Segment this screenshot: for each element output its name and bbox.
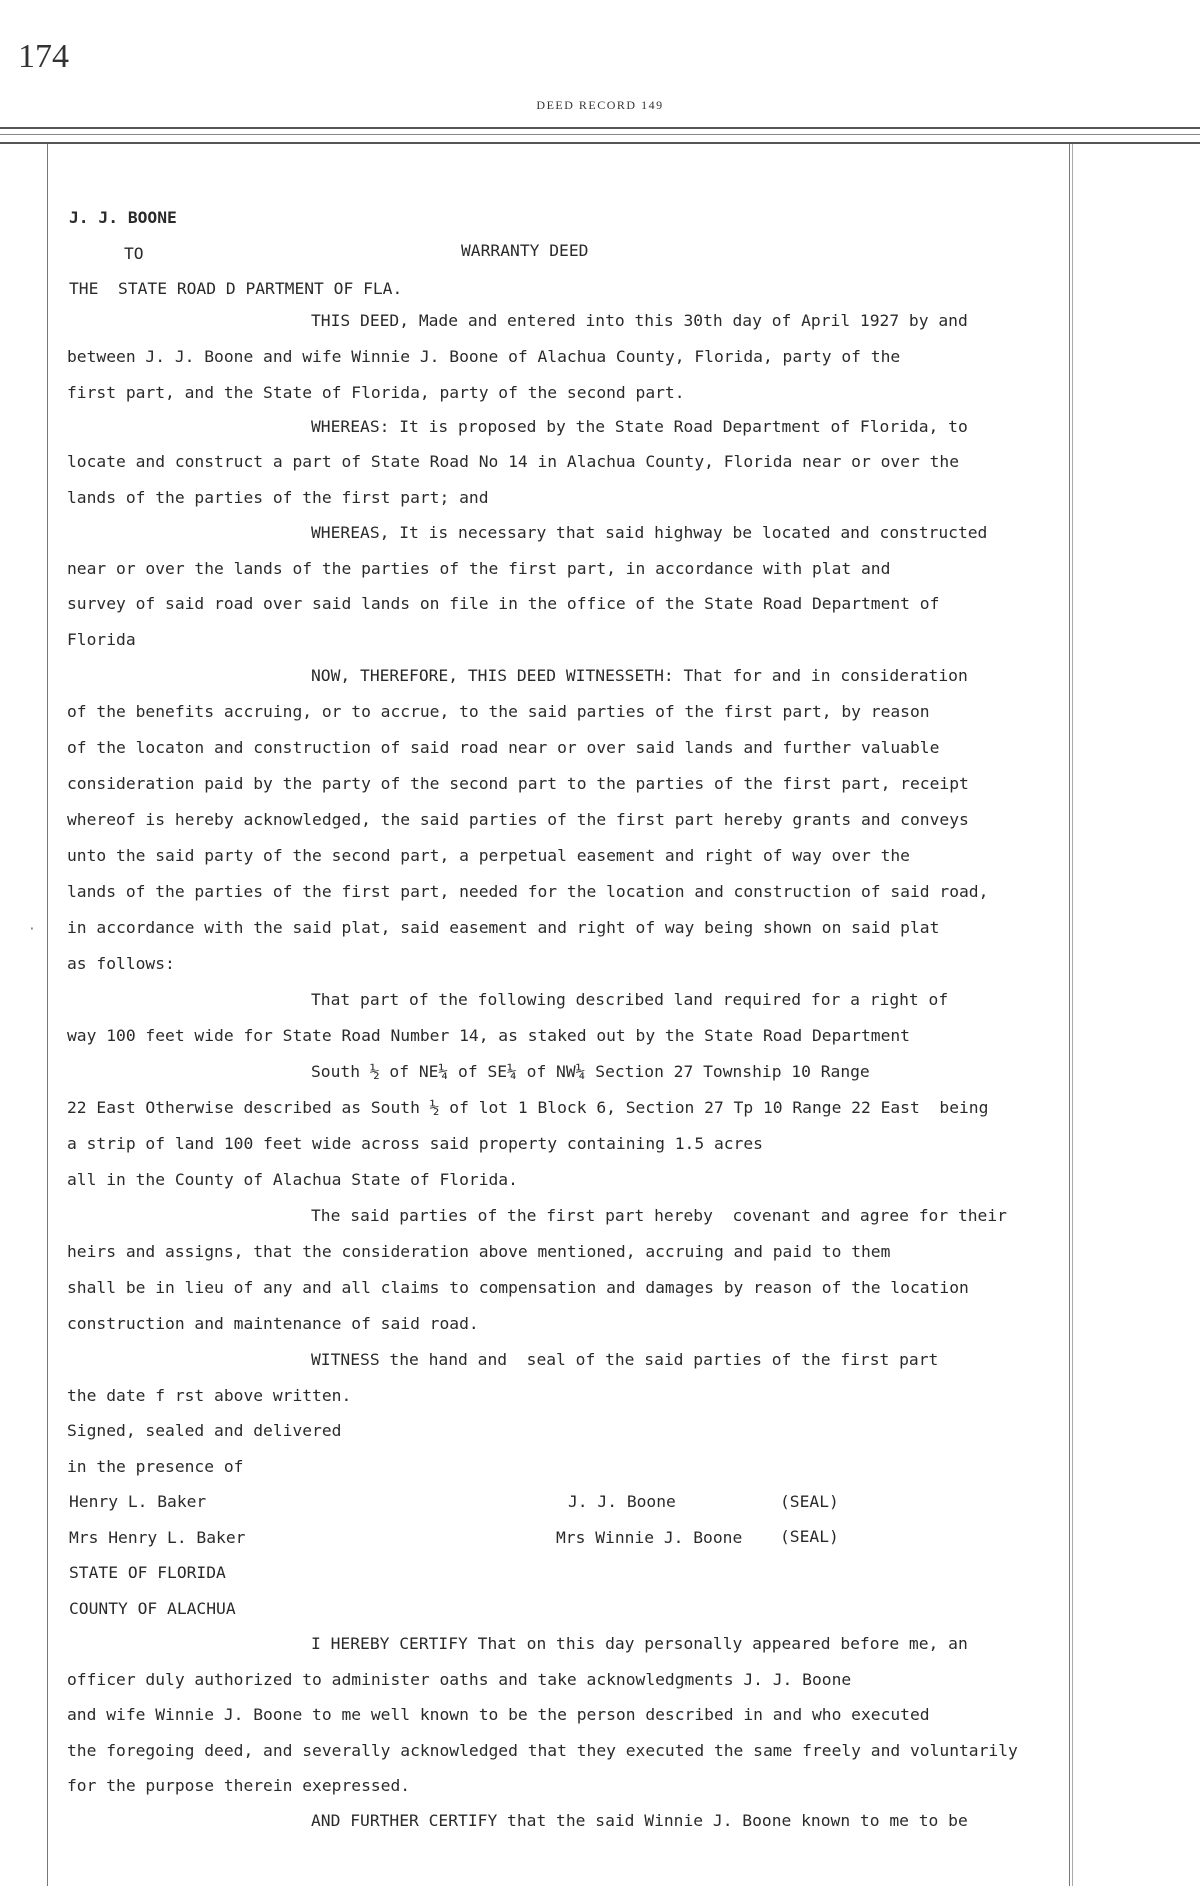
header-rule: [0, 127, 1200, 129]
deed-line: in the presence of: [67, 1457, 244, 1476]
header-rule: [0, 142, 1200, 144]
margin-line: [47, 144, 48, 1886]
deed-line: WHEREAS, It is necessary that said highway be located and constructed: [311, 523, 988, 542]
deed-line: whereof is hereby acknowledged, the said parties of the first part hereby grants and conveys: [67, 810, 969, 829]
deed-line: a strip of land 100 feet wide across said property containing 1.5 acres: [67, 1134, 763, 1153]
ack-line: for the purpose therein exepressed.: [67, 1776, 411, 1795]
ack-line: officer duly authorized to administer oaths and take acknowledgments J. J. Boone: [67, 1670, 852, 1689]
grantee-name: THE STATE ROAD D PARTMENT OF FLA.: [69, 279, 403, 298]
witness-name: Mrs Henry L. Baker: [69, 1528, 246, 1547]
gutter-mark: ·: [28, 922, 36, 937]
deed-line: shall be in lieu of any and all claims to compensation and damages by reason of the location: [67, 1278, 969, 1297]
ack-line: COUNTY OF ALACHUA: [69, 1599, 236, 1618]
deed-line: of the locaton and construction of said road near or over said lands and further valuable: [67, 738, 940, 757]
deed-line: South ½ of NE¼ of SE¼ of NW¼ Section 27 Township 10 Range: [311, 1062, 870, 1081]
deed-line: WHEREAS: It is proposed by the State Road Department of Florida, to: [311, 417, 968, 436]
seal-label: (SEAL): [780, 1527, 839, 1546]
ack-line: STATE OF FLORIDA: [69, 1563, 226, 1582]
deed-line: in accordance with the said plat, said easement and right of way being shown on said plat: [67, 918, 940, 937]
seal-label: (SEAL): [780, 1492, 839, 1511]
deed-line: unto the said party of the second part, a perpetual easement and right of way over the: [67, 846, 910, 865]
running-head: DEED RECORD 149: [536, 98, 664, 112]
ack-line: the foregoing deed, and severally acknowledged that they executed the same freely and voluntarily: [67, 1741, 1018, 1760]
witness-name: Henry L. Baker: [69, 1492, 207, 1511]
deed-line: Florida: [67, 630, 136, 649]
deed-line: 22 East Otherwise described as South ½ of lot 1 Block 6, Section 27 Tp 10 Range 22 East being: [67, 1098, 989, 1117]
deed-line: all in the County of Alachua State of Florida.: [67, 1170, 518, 1189]
deed-line: near or over the lands of the parties of the first part, in accordance with plat and: [67, 559, 891, 578]
deed-line: That part of the following described land required for a right of: [311, 990, 949, 1009]
deed-line: the date f rst above written.: [67, 1386, 352, 1405]
deed-line: The said parties of the first part hereby covenant and agree for their: [311, 1206, 1007, 1225]
deed-line: lands of the parties of the first part, needed for the location and construction of said road,: [67, 882, 989, 901]
deed-line: way 100 feet wide for State Road Number 14, as staked out by the State Road Department: [67, 1026, 910, 1045]
deed-line: locate and construct a part of State Road No 14 in Alachua County, Florida near or over the: [67, 452, 959, 471]
deed-line: WITNESS the hand and seal of the said parties of the first part: [311, 1350, 939, 1369]
deed-line: heirs and assigns, that the consideration above mentioned, accruing and paid to them: [67, 1242, 891, 1261]
deed-line: between J. J. Boone and wife Winnie J. Boone of Alachua County, Florida, party of the: [67, 347, 901, 366]
signer-name: J. J. Boone: [568, 1492, 676, 1511]
deed-line: survey of said road over said lands on file in the office of the State Road Department of: [67, 594, 940, 613]
deed-line: first part, and the State of Florida, party of the second part.: [67, 383, 685, 402]
grantor-name: J. J. BOONE: [69, 208, 177, 227]
ack-line: AND FURTHER CERTIFY that the said Winnie J. Boone known to me to be: [311, 1811, 968, 1830]
margin-line: [1069, 144, 1070, 1886]
to-label: TO: [124, 244, 144, 263]
signer-name: Mrs Winnie J. Boone: [556, 1528, 743, 1547]
document-type: WARRANTY DEED: [461, 241, 589, 260]
deed-line: as follows:: [67, 954, 175, 973]
deed-line: Signed, sealed and delivered: [67, 1421, 342, 1440]
ack-line: and wife Winnie J. Boone to me well known to be the person described in and who executed: [67, 1705, 930, 1724]
margin-line: [1072, 144, 1073, 1886]
deed-line: lands of the parties of the first part; and: [67, 488, 489, 507]
deed-line: NOW, THEREFORE, THIS DEED WITNESSETH: That for and in consideration: [311, 666, 968, 685]
deed-line: THIS DEED, Made and entered into this 30th day of April 1927 by and: [311, 311, 968, 330]
page-number: 174: [18, 38, 69, 75]
deed-line: of the benefits accruing, or to accrue, to the said parties of the first part, by reason: [67, 702, 930, 721]
deed-line: consideration paid by the party of the second part to the parties of the first part, receipt: [67, 774, 969, 793]
header-rule: [0, 134, 1200, 135]
deed-line: construction and maintenance of said road.: [67, 1314, 479, 1333]
ack-line: I HEREBY CERTIFY That on this day personally appeared before me, an: [311, 1634, 968, 1653]
